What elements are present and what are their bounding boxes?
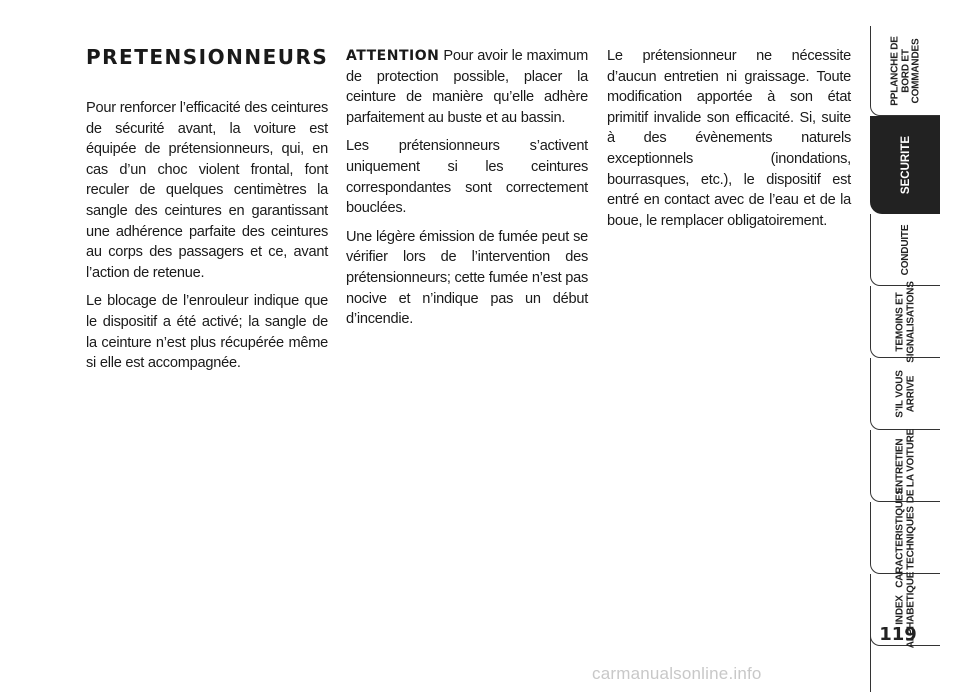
tab-label: TEMOINS ET SIGNALISATIONS	[894, 280, 916, 363]
paragraph: Le blocage de l’enrouleur indique que le dispositif a été activé; la sangle de la ceinture n’est plus récupérée même si elle est accompagnée.	[86, 293, 328, 372]
tab-label: ENTRETIEN DE LA VOITURE	[894, 428, 916, 503]
chapter-sidebar	[870, 26, 940, 692]
column-middle	[346, 46, 588, 338]
tab-label: SECURITE	[899, 135, 912, 194]
paragraph: Les prétensionneurs s’activent uniquement si les ceintures correspondantes sont correctement bouclées.	[346, 138, 588, 217]
paragraph: Une légère émission de fumée peut se vérifier lors de l’intervention des prétensionneurs; cette fumée n’est pas nocive et n’indique pas un début d’incendie.	[346, 228, 588, 328]
page-title: PRETENSIONNEURS	[86, 45, 329, 69]
tab-sil-vous-arrive[interactable]	[870, 358, 940, 430]
paragraph: Pour renforcer l’efficacité des ceintures de sécurité avant, la voiture est équipée de prétensionneurs, qui, en cas d’un choc violent frontal, font reculer de quelques centimètres la sangle des ceintures en garantissant une adhérence parfaite des ceintures au corps des passagers et ce, avant l’action de retenue.	[86, 100, 328, 281]
tab-label: INDEX ALPHABETIQUE	[894, 571, 916, 648]
tab-planche-de-bord[interactable]	[870, 26, 940, 116]
tab-label: S’IL VOUS ARRIVE	[894, 369, 916, 418]
tab-securite[interactable]	[870, 116, 940, 214]
column-left	[86, 44, 328, 382]
tab-conduite[interactable]	[870, 214, 940, 286]
page-number: 119	[879, 624, 917, 645]
tab-label: CONDUITE	[899, 224, 911, 275]
attention-text: Pour avoir le maximum de protection possible, placer la ceinture de manière qu’elle adhère parfaitement au buste et au bassin.	[346, 48, 588, 126]
tab-caracteristiques-techniques[interactable]	[870, 487, 940, 588]
attention-paragraph	[346, 46, 588, 128]
tab-label: CARACTERISTIQUES TECHNIQUES	[894, 487, 916, 588]
attention-label: ATTENTION	[346, 48, 440, 64]
watermark-text: carmanualsonline.info	[592, 664, 762, 683]
column-right	[607, 46, 851, 239]
tab-temoins-et-signalisations[interactable]	[870, 280, 940, 363]
tab-label: PPLANCHE DE BORD ET COMMANDES	[888, 35, 921, 106]
paragraph: Le prétensionneur ne nécessite d’aucun entretien ni graissage. Toute modification apportée à son état primitif invalide son efficacité. Si, suite à des évènements naturels exceptionnels (inondations, bourrasques, etc.), le dispositif est entré en contact avec de l’eau et de la boue, le remplacer obligatoirement.	[607, 48, 851, 229]
